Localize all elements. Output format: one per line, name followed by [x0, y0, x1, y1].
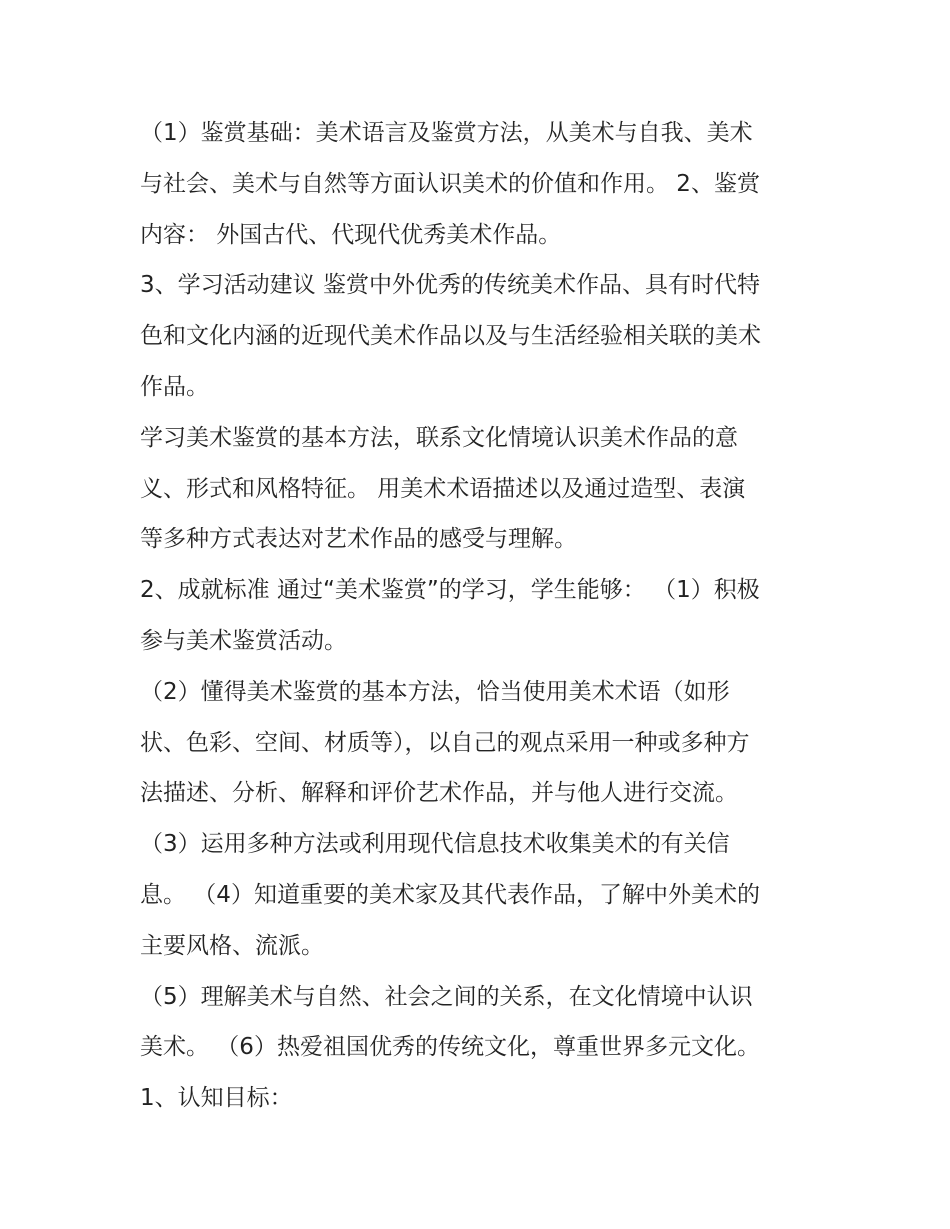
- text-line: （1）鉴赏基础：美术语言及鉴赏方法，从美术与自我、美术: [140, 120, 753, 146]
- text-line: 状、色彩、空间、材质等），以自己的观点采用一种或多种方: [140, 729, 750, 756]
- text-line: 3、学习活动建议 鉴赏中外优秀的传统美术作品、具有时代特: [140, 272, 760, 299]
- text-line: （2）懂得美术鉴赏的基本方法，恰当使用美术术语（如形: [140, 678, 730, 705]
- text-line: 色和文化内涵的近现代美术作品以及与生活经验相关联的美术: [140, 323, 761, 350]
- text-line: 与社会、美术与自然等方面认识美术的价值和作用。 2、鉴赏: [140, 170, 760, 197]
- text-line: 1、认知目标：: [140, 1085, 293, 1112]
- text-line: 主要风格、流派。: [140, 932, 324, 959]
- text-line: 美术。 （6）热爱祖国优秀的传统文化，尊重世界多元文化。: [140, 1034, 760, 1061]
- text-line: 作品。: [140, 373, 209, 400]
- text-line: 内容： 外国古代、代现代优秀美术作品。: [140, 221, 562, 248]
- text-line: 学习美术鉴赏的基本方法，联系文化情境认识美术作品的意: [140, 424, 738, 451]
- text-line: （5）理解美术与自然、社会之间的关系，在文化情境中认识: [140, 983, 753, 1010]
- text-line: 义、形式和风格特征。 用美术术语描述以及通过造型、表演: [140, 475, 746, 502]
- document-body: [140, 108, 830, 1124]
- text-line: 2、成就标准 通过“美术鉴赏”的学习，学生能够： （1）积极: [140, 577, 760, 604]
- text-line: 等多种方式表达对艺术作品的感受与理解。: [140, 526, 577, 553]
- text-line: 参与美术鉴赏活动。: [140, 627, 347, 654]
- text-line: 息。 （4）知道重要的美术家及其代表作品，了解中外美术的: [140, 881, 760, 908]
- text-line: （3）运用多种方法或利用现代信息技术收集美术的有关信: [140, 831, 730, 858]
- text-line: 法描述、分析、解释和评价艺术作品，并与他人进行交流。: [140, 780, 738, 807]
